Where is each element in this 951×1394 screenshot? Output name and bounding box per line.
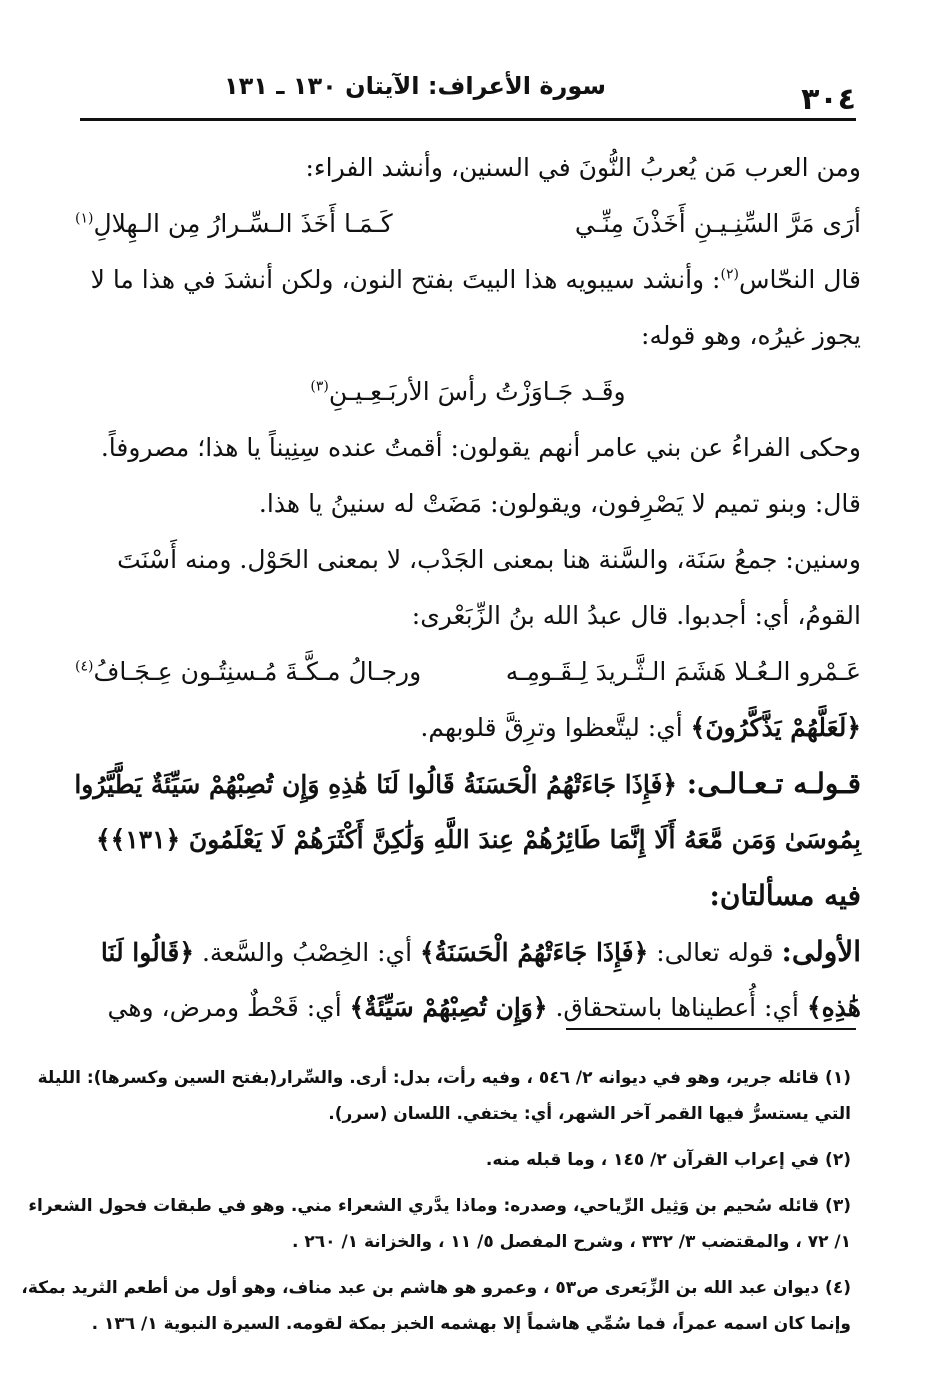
half-verse-text: وقَـد جَـاوَزْتُ رأسَ الأربَـعِـيـنِ [328,377,626,406]
footnotes [21,1060,851,1342]
ayah-line-2 [75,812,861,868]
text-line: القومُ، أي: أجدبوا. قال عبدُ الله بنُ الزِّبَعْرى: [411,601,861,630]
quran-quote: ﴿فَإِذَا جَاءَتْهُمُ الْحَسَنَةُ قَالُوا لَنَا هَٰذِهِ وَإِن تُصِبْهُمْ سَيِّئَةٌ يَطَّيَّرُوا [74,770,678,799]
header-rule [80,118,856,121]
footnote-2-line: (٢) في إعراب القرآن ٢/ ١٤٥ ، وما قبله منه. [485,1150,851,1170]
text-segment: قال النحّاس [738,265,861,294]
quran-quote: ﴿فَإِذَا جَاءَتْهُمُ الْحَسَنَةُ﴾ [420,938,649,967]
ayah-line-1 [75,756,861,812]
main-text [75,140,861,1036]
running-title: سورة الأعراف: الآيتان ١٣٠ ـ ١٣١ [223,72,606,100]
footnote-3-line: (٣) قائله سُحيم بن وَثِيل الرِّياحي، وصدره: وماذا يدَّري الشعراء مني. وهو في طبقات فحول الشعراء [28,1196,851,1216]
text-line [75,700,861,756]
quran-quote: بِمُوسَىٰ وَمَن مَّعَهُ أَلَا إِنَّمَا طَائِرُهُمْ عِندَ اللَّهِ وَلَٰكِنَّ أَكْثَرَهُمْ لَا يَعْلَمُونَ ﴿١٣١﴾﴾ [95,825,861,854]
section-heading-text: فيه مسألتان: [709,879,861,912]
footnote-4-line: وإنما كان اسمه عمراً، فما سُمِّي هاشماً إلا بهشمه الخبز بمكة لقومه. السيرة النبوية ١/ ١٣٦ . [91,1314,851,1334]
text-line: ومن العرب مَن يُعربُ النُّونَ في السنين، وأنشد الفراء: [305,153,861,182]
footnote-gap [75,1260,851,1270]
text-segment: أي: أُعطيناها باستحقاق. [547,993,807,1022]
footnote-4-line: (٤) ديوان عبد الله بن الزِّبَعرى ص٥٣ ، وعمرو هو هاشم بن عبد مناف، وهو أول من أطعم الثريد بمكة، [21,1278,851,1298]
footnote-ref: (٣) [310,378,329,395]
quran-quote: ﴿لَعَلَّهُمْ يَذَّكَّرُونَ﴾ [690,713,861,742]
quran-quote: هَٰذِهِ﴾ [806,993,861,1022]
text-line: يجوز غيرُه، وهو قوله: [641,321,861,350]
text-segment: : وأنشد سيبويه هذا البيتَ بفتح النون، ولكن أنشدَ في هذا ما لا [90,265,721,294]
verse-first-hemistich: أرَى مَرَّ السِّنِـيـنِ أَخَذْنَ مِنِّـي [574,209,861,238]
footnote-rule [566,1028,856,1030]
section-heading [75,868,861,924]
page-header [80,62,856,117]
text-segment: أي: قَحْطٌ ومرض، وهي [107,993,350,1022]
footnote-1-line: (١) قائله جرير، وهو في ديوانه ٢/ ٥٤٦ ، وفيه رأت، بدل: أرى. والسِّرار(بفتح السين وكسرها): الليلة [37,1068,851,1088]
text-line [75,252,861,308]
poetry-verse-1 [75,196,861,252]
text-line: وحكى الفراءُ عن بني عامر أنهم يقولون: أقمتُ عنده سِنِيناً يا هذا؛ مصروفاً. [100,433,861,462]
page-number: ٣٠٤ [801,82,856,117]
text-segment: قوله تعالى: [648,938,782,967]
footnote-1-line: التي يستسرُّ فيها القمر آخر الشهر، أي: يختفي. اللسان (سرر). [328,1104,851,1124]
text-segment: أي: ليتَّعظوا وترِقَّ قلوبهم. [420,713,691,742]
footnote-ref: (٤) [75,658,94,675]
footnote-ref: (٢) [720,266,739,283]
text-line [75,924,861,980]
quran-quote: ﴿وَإِن تُصِبْهُمْ سَيِّئَةٌ﴾ [349,993,548,1022]
footnote-gap [75,1132,851,1142]
verse-second-hemistich [75,196,393,252]
text-line: وسنين: جمعُ سَنَة، والسَّنة هنا بمعنى الجَدْب، لا بمعنى الحَوْل. ومنه أَسْنَتَ [117,545,861,574]
ayah-intro: قـولـه تـعـالـى: [677,767,861,800]
verse-second-hemistich [75,644,421,700]
verse-second-hemistich-text: كَـمَـا أَخَذَ الـسِّـرارُ مِن الـهِلالِ [93,209,393,238]
text-segment: أي: الخِصْبُ والسَّعة. [194,938,421,967]
footnote-ref: (١) [75,210,94,227]
half-verse [75,364,861,420]
verse-second-hemistich-text: ورجـالُ مـكَّـةَ مُـسنِتُـون عِـجَـافُ [93,657,422,686]
poetry-verse-2 [75,644,861,700]
issue-label: الأولى: [781,935,861,968]
text-line: قال: وبنو تميم لا يَصْرِفون، ويقولون: مَضَتْ له سنينُ يا هذا. [258,489,861,518]
footnote-gap [75,1178,851,1188]
verse-first-hemistich: عَـمْرو الـعُـلا هَشَمَ الـثَّـريدَ لِـقَـومِـه [505,657,861,686]
footnote-3-line: ١/ ٧٢ ، والمقتضب ٣/ ٣٣٢ ، وشرح المفصل ٥/ ١١ ، والخزانة ١/ ٢٦٠ . [292,1232,851,1252]
quran-quote: ﴿قَالُوا لَنَا [100,938,194,967]
